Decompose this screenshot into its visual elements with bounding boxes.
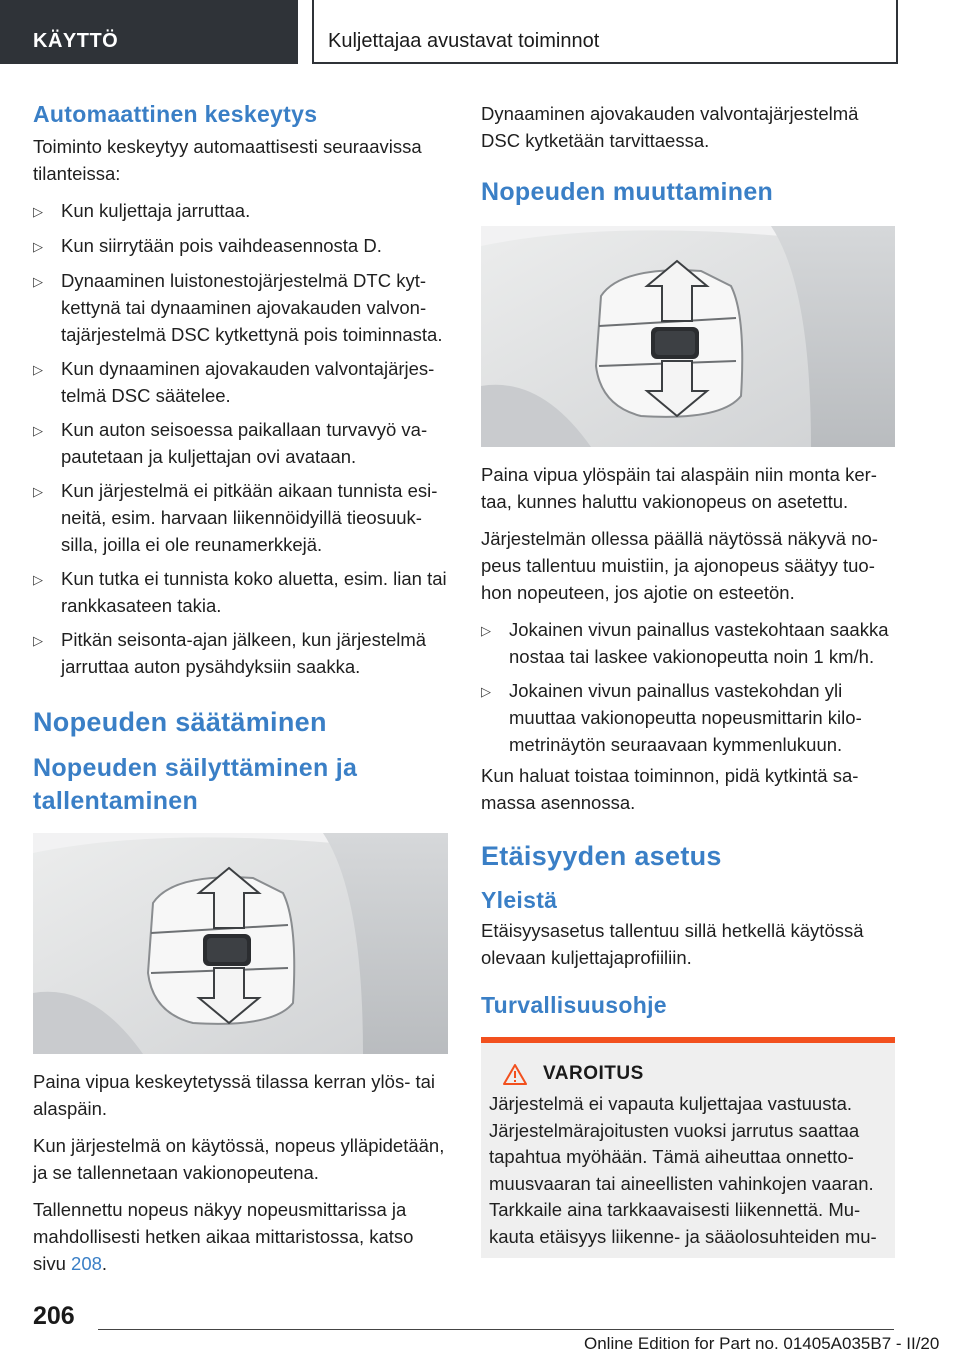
list-item: ▷ Pitkän seisonta-ajan jälkeen, kun järjestelmä jarruttaa auton pysähdyksiin saakka.: [33, 626, 448, 680]
triangle-right-icon: ▷: [481, 622, 491, 638]
section-tab: [0, 0, 298, 64]
triangle-right-icon: ▷: [33, 632, 43, 648]
triangle-right-icon: ▷: [33, 483, 43, 499]
triangle-right-icon: ▷: [33, 361, 43, 377]
list-item: ▷ Kun kuljettaja jarruttaa.: [33, 197, 448, 225]
triangle-right-icon: ▷: [33, 571, 43, 587]
steering-switch-illustration: [33, 833, 448, 1054]
warning-header: [503, 1063, 885, 1085]
triangle-right-icon: ▷: [481, 683, 491, 699]
speed-change-p1: Paina vipua ylöspäin tai alaspäin niin monta kertaa, kunnes haluttu vakionopeus on asetettu.: [481, 463, 877, 512]
list-item: ▷ Kun dynaaminen ajovakauden valvontajärjestelmä DSC säätelee.: [33, 355, 448, 409]
steering-wheel-switch-image: [481, 226, 895, 447]
speed-keep-p2: Kun järjestelmä on käytössä, nopeus ylläpidetään, ja se tallennetaan vakionopeutena.: [33, 1135, 445, 1184]
footer-edition: Online Edition for Part no. 01405A035B7 - II/20: [584, 1334, 940, 1353]
section-title: KÄYTTÖ: [33, 30, 119, 52]
steering-switch-illustration: [481, 226, 895, 447]
chapter-title: Kuljettajaa avustavat toiminnot: [328, 30, 600, 52]
warning-triangle-icon: [503, 1063, 527, 1085]
list-item: ▷ Dynaaminen luistonestojärjestelmä DTC kytkettynä tai dynaaminen ajovakauden valvontajärjestelmä DSC kytkettynä pois toiminnasta.: [33, 267, 448, 348]
speed-keep-p1: Paina vipua keskeytetyssä tilassa kerran ylös- tai alaspäin.: [33, 1071, 436, 1120]
triangle-right-icon: ▷: [33, 273, 43, 289]
distance-heading: Etäisyyden asetus: [481, 840, 722, 871]
auto-cancel-heading: Automaattinen keskeytys: [33, 101, 318, 127]
list-item: ▷ Kun tutka ei tunnista koko aluetta, esim. lian tai rankkasateen takia.: [33, 565, 448, 619]
footer-divider: [98, 1329, 894, 1330]
speed-keep-heading: Nopeuden säilyttäminen ja tallentaminen: [33, 754, 358, 815]
page-link[interactable]: 208: [71, 1253, 102, 1275]
auto-cancel-list: [33, 197, 448, 680]
safety-heading: Turvallisuusohje: [481, 991, 667, 1018]
right-column: [481, 100, 895, 1258]
triangle-right-icon: ▷: [33, 203, 43, 219]
auto-cancel-intro: Toiminto keskeytyy automaattisesti seuraavissa tilanteissa:: [33, 135, 422, 184]
list-item: ▷ Kun auton seisoessa paikallaan turvavyö vapautetaan ja kuljettajan ovi avataan.: [33, 416, 448, 470]
warning-text: Järjestelmä ei vapauta kuljettajaa vastuusta. Järjestelmärajoitusten vuoksi jarrutus saattaa tapahtua myöhään. Tämä aiheuttaa onnettomuusvaaran tai aineellisten vahinkojen vaaran. Tarkkaile aina tarkkaavaisesti liikennettä. Mukauta etäisyys liikenne- ja sääolosuhteiden mu-: [489, 1093, 877, 1247]
list-item: ▷ Jokainen vivun painallus vastekohdan yli muuttaa vakionopeutta nopeusmittarin kilometrinäytön seuraavaan kymmenlukuun.: [481, 677, 895, 758]
left-column: [33, 100, 448, 1277]
steering-wheel-switch-image: [33, 833, 448, 1054]
list-item: ▷ Kun siirrytään pois vaihdeasennosta D.: [33, 232, 448, 260]
general-heading: Yleistä: [481, 886, 558, 913]
warning-label: VAROITUS: [543, 1063, 644, 1085]
speed-adjust-heading: Nopeuden säätäminen: [33, 706, 327, 737]
triangle-right-icon: ▷: [33, 422, 43, 438]
dsc-intro: Dynaaminen ajovakauden valvontajärjestelmä DSC kytketään tarvittaessa.: [481, 103, 859, 151]
warning-box: [481, 1037, 895, 1258]
speed-change-p3: Kun haluat toistaa toiminnon, pidä kytkintä samassa asennossa.: [481, 764, 859, 813]
speed-change-heading: Nopeuden muuttaminen: [481, 178, 774, 206]
list-item: ▷ Kun järjestelmä ei pitkään aikaan tunnista esineitä, esim. harvaan liikennöidyillä tieosuuksilla, joilla ei ole reunamerkkejä.: [33, 477, 448, 558]
general-text: Etäisyysasetus tallentuu sillä hetkellä käytössä olevaan kuljettajaprofiiliin.: [481, 919, 864, 968]
list-item: ▷ Jokainen vivun painallus vastekohtaan saakka nostaa tai laskee vakionopeutta noin 1 km/h.: [481, 616, 895, 670]
page-number: 206: [33, 1302, 75, 1330]
speed-change-p2: Järjestelmän ollessa päällä näytössä näkyvä nopeus tallentuu muistiin, ja ajonopeus säätyy tuohon nopeuteen, jos ajotie on esteetön.: [481, 527, 878, 603]
speed-change-list: [481, 616, 895, 758]
speed-keep-p3: Tallennettu nopeus näkyy nopeusmittarissa ja mahdollisesti hetken aikaa mittaristossa, katso sivu 208.: [33, 1199, 414, 1275]
triangle-right-icon: ▷: [33, 238, 43, 254]
chapter-tab: [312, 0, 898, 64]
